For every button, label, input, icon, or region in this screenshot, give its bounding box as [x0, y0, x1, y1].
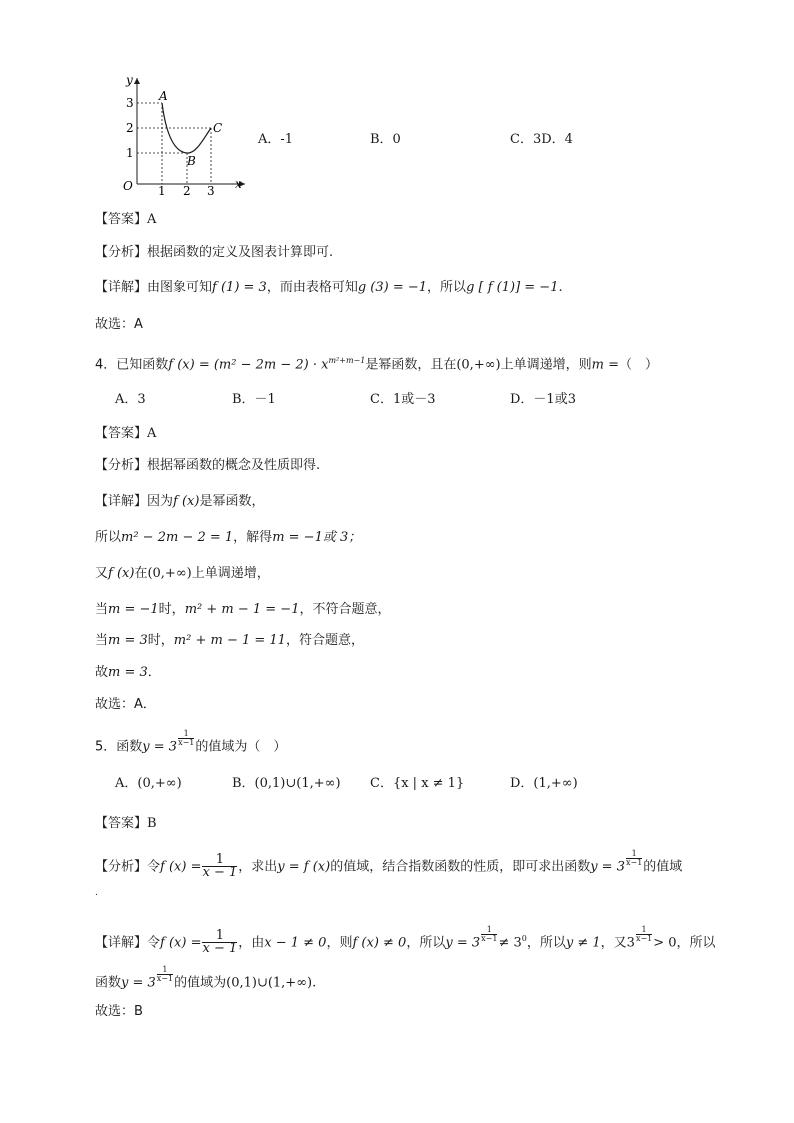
q4-detail: 【详解】因为f (x)是幂函数， — [95, 494, 265, 509]
q3-option-b: B．0 — [370, 132, 401, 147]
q4-detail-line-4: 当m = −1时，m² + m − 1 = −1，不符合题意， — [95, 602, 391, 617]
x-axis-label: x — [235, 177, 242, 191]
point-b-label: B — [187, 154, 196, 168]
q4-detail-line-2: 所以m² − 2m − 2 = 1，解得m = −1或 3； — [95, 530, 362, 545]
q5-option-c: C．{x | x ≠ 1} — [370, 776, 465, 791]
q5-stem: 5．函数y = 3 $\frac{1}{x-1}$ 的值域为（ ） — [95, 729, 287, 755]
x-tick-2: 2 — [183, 184, 191, 198]
q3-option-cd: C．3D．4 — [510, 132, 573, 147]
y-tick-2: 2 — [126, 121, 134, 135]
q5-detail: 【详解】令f (x) = $\frac{1}{x - 1}$ ，由x − 1 ≠ 0，则f (x) ≠ 0，所以y = 3 $\frac{1}{x-1}$ ≠ $3^0$，所以y ≠ 1，又3 $\frac{1}{x-1}$ > 0，所以 — [95, 925, 716, 957]
q5-detail-line-2: 函数y = 3 $\frac{1}{x-1}$ 的值域为(0,1)∪(1,+∞). — [95, 965, 317, 991]
q5-answer: 【答案】B — [95, 816, 157, 831]
q5-option-b: B．(0,1)∪(1,+∞) — [232, 776, 341, 791]
q4-stem: 4．已知函数f $(x) = (m^2 - 2m - 2) \cdot x^{m^2+m-1}$是幂函数，且在(0,+∞)上单调递增，则m =（ ） — [95, 356, 659, 373]
q3-analysis: 【分析】根据函数的定义及图表计算即可. — [95, 245, 334, 260]
q5-option-a: A．(0,+∞) — [115, 776, 182, 791]
function-graph — [110, 72, 250, 200]
q4-answer: 【答案】A — [95, 426, 157, 441]
q4-option-b: B．－1 — [232, 392, 276, 407]
q5-option-d: D．(1,+∞) — [510, 776, 578, 791]
q4-detail-line-5: 当m = 3时，m² + m − 1 = 11，符合题意， — [95, 633, 364, 648]
q3-option-a: A．-1 — [258, 132, 294, 147]
q5-analysis: 【分析】令f (x) = $\frac{1}{x - 1}$ ，求出y = f (x)的值域，结合指数函数的性质，即可求出函数y = 3 $\frac{1}{x-1}$ 的值域 — [95, 849, 683, 881]
x-tick-1: 1 — [158, 184, 166, 198]
q3-choice: 故选：A — [95, 317, 143, 332]
q3-answer: 【答案】A — [95, 212, 157, 227]
y-axis-label: y — [126, 73, 133, 87]
q4-analysis: 【分析】根据幂函数的概念及性质即得. — [95, 458, 321, 473]
x-tick-3: 3 — [207, 184, 215, 198]
q4-detail-line-6: 故m = 3． — [95, 665, 161, 680]
point-a-label: A — [159, 89, 168, 103]
q5-choice: 故选：B — [95, 1004, 143, 1019]
q4-option-d: D．－1或3 — [510, 392, 576, 407]
q4-option-c: C．1或－3 — [370, 392, 436, 407]
q4-option-a: A．3 — [115, 392, 146, 407]
q3-detail: 【详解】由图象可知f (1) = 3，而由表格可知g (3) = −1，所以g [ f (1)] = −1. — [95, 280, 563, 295]
y-tick-1: 1 — [126, 146, 134, 160]
y-tick-3: 3 — [126, 96, 134, 110]
q5-analysis-dot: . — [95, 888, 98, 898]
q4-choice: 故选：A． — [95, 697, 156, 712]
q4-detail-line-3: 又f (x)在(0,+∞)上单调递增， — [95, 566, 270, 581]
origin-label: O — [123, 179, 133, 193]
point-c-label: C — [213, 121, 223, 135]
